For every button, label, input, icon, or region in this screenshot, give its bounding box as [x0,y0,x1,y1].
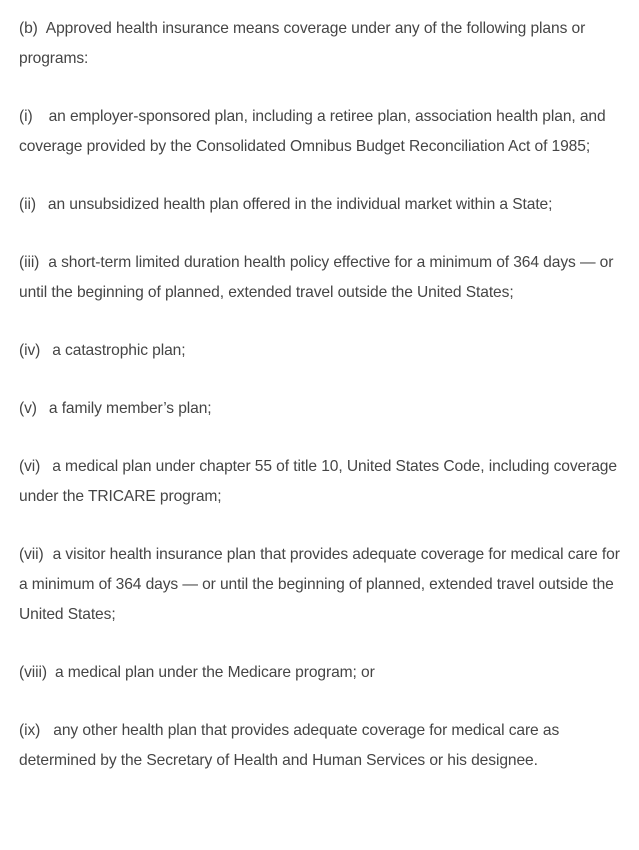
item-text: a family member’s plan; [48,400,212,417]
list-item-iv [19,336,631,366]
list-item-ii [19,190,631,220]
list-item-i [19,102,631,162]
item-number: (ii) [19,196,36,213]
item-number: (viii) [19,664,47,681]
list-item-v [19,394,631,424]
item-number: (vii) [19,546,44,563]
paragraph-number: (b) [19,20,38,37]
document-body [19,14,631,804]
item-number: (ix) [19,722,41,739]
list-item-vii [19,540,631,630]
item-text: a short-term limited duration health policy effective for a minimum of 364 days — or until the beginning of planned, extended travel outside the United States; [19,254,614,301]
item-number: (iii) [19,254,40,271]
item-number: (vi) [19,458,41,475]
item-text: a medical plan under chapter 55 of title 10, United States Code, including coverage under the TRICARE program; [19,458,617,505]
item-text: an unsubsidized health plan offered in the individual market within a State; [47,196,553,213]
item-text: a medical plan under the Medicare program; or [54,664,375,681]
item-text: an employer-sponsored plan, including a retiree plan, association health plan, and coverage provided by the Consolidated Omnibus Budget Reconciliation Act of 1985; [19,108,606,155]
paragraph-b [19,14,631,74]
item-text: any other health plan that provides adequate coverage for medical care as determined by the Secretary of Health and Human Services or his designee. [19,722,560,769]
item-number: (i) [19,108,33,125]
item-text: a catastrophic plan; [52,342,186,359]
list-item-viii [19,658,631,688]
item-text: a visitor health insurance plan that provides adequate coverage for medical care for a minimum of 364 days — or until the beginning of planned, extended travel outside the United States; [19,546,620,623]
list-item-vi [19,452,631,512]
item-number: (iv) [19,342,41,359]
item-number: (v) [19,400,37,417]
paragraph-text: Approved health insurance means coverage under any of the following plans or programs: [19,20,586,67]
list-item-iii [19,248,631,308]
list-item-ix [19,716,631,776]
